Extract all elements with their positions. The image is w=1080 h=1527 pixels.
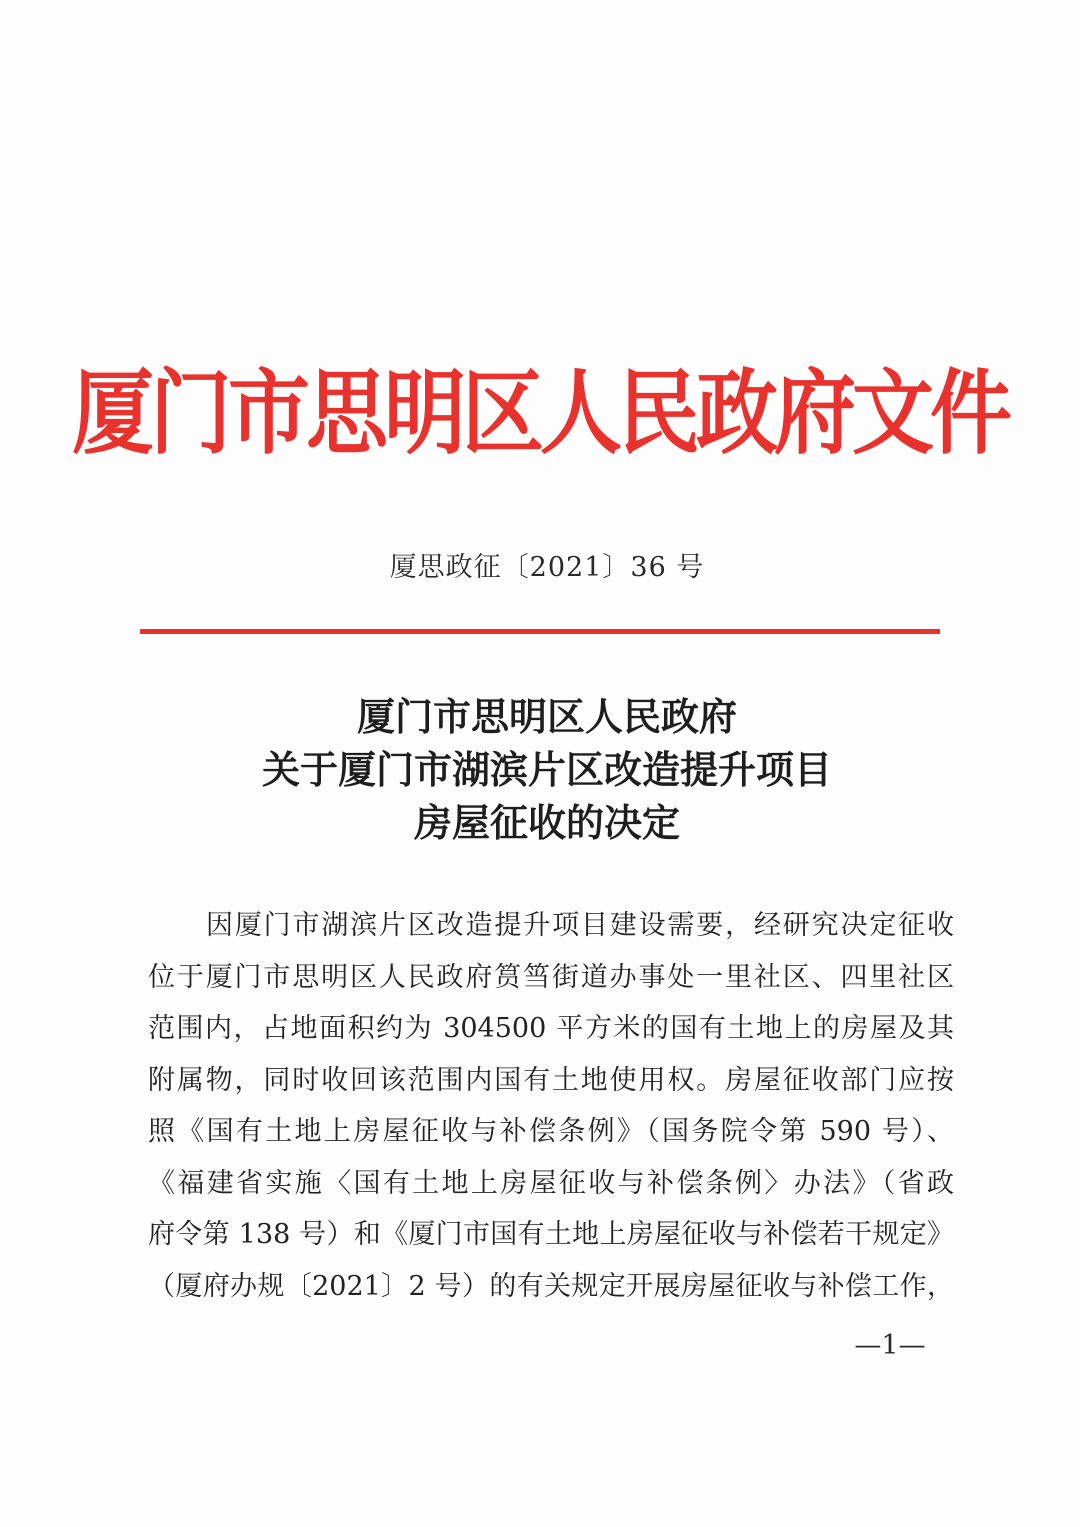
document-number: 厦思政征〔2021〕36 号 (389, 552, 705, 583)
title-line-1: 厦门市思明区人民政府 (356, 694, 737, 739)
document-masthead: 厦门市思明区人民政府文件 (71, 359, 1008, 468)
body-line: 府令第 138 号）和《厦门市国有土地上房屋征收与补偿若干规定》 (148, 1219, 954, 1250)
body-paragraph (148, 900, 954, 1312)
title-line-3: 房屋征收的决定 (413, 800, 680, 845)
body-line: （厦府办规〔2021〕2 号）的有关规定开展房屋征收与补偿工作， (148, 1270, 954, 1302)
body-line: 因厦门市湖滨片区改造提升项目建设需要，经研究决定征收 (206, 910, 954, 941)
red-divider-line (140, 629, 940, 634)
document-title (0, 690, 1080, 849)
body-line: 范围内，占地面积约为 304500 平方米的国有土地上的房屋及其 (148, 1013, 954, 1044)
page-number: —1— (854, 1330, 926, 1361)
body-line: 照《国有土地上房屋征收与补偿条例》（国务院令第 590 号）、 (148, 1116, 954, 1147)
body-line: 位于厦门市思明区人民政府筼筜街道办事处一里社区、四里社区 (148, 961, 954, 993)
title-line-2: 关于厦门市湖滨片区改造提升项目 (261, 747, 832, 792)
body-line: 《福建省实施〈国有土地上房屋征收与补偿条例〉办法》（省政 (148, 1167, 954, 1199)
body-line: 附属物，同时收回该范围内国有土地使用权。房屋征收部门应按 (148, 1064, 954, 1096)
